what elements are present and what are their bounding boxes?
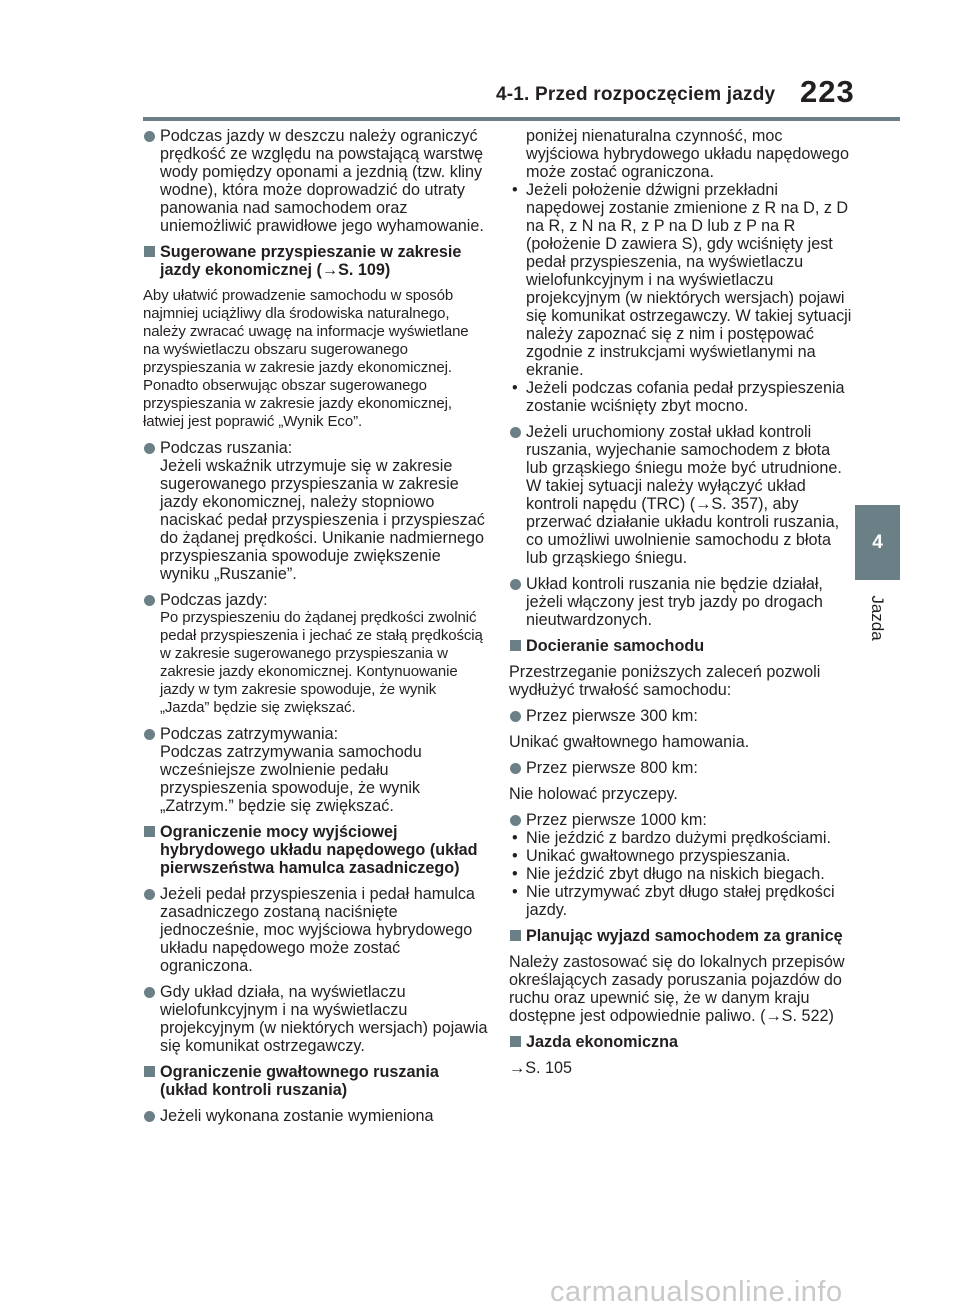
chapter-label: [862, 590, 892, 646]
bullet-800km: Przez pierwsze 800 km:: [509, 759, 854, 777]
bullet-driving-text: Po przyspieszeniu do żądanej prędkości zwolnić pedał przyspieszenia i jechać ze stałą prędkością w zakresie sugerowanego przyspieszania w zakresie jazdy ekonomicznej. Kontynuowanie jazdy w tym zakresie spowoduje, że wynik „Jazda” będzie się zwiększać.: [160, 609, 483, 716]
bullet-warning-message: Gdy układ działa, na wyświetlaczu wielofunkcyjnym i na wyświetlaczu projekcyjnym (w niektórych wersjach) pojawia się komunikat ostrzegawczy.: [143, 983, 488, 1055]
paragraph-800km: Nie holować przyczepy.: [509, 785, 678, 803]
dash-item-constant-speed: • Nie utrzymywać zbyt długo stałej prędkości jazdy.: [509, 883, 854, 919]
bullet-rain: Podczas jazdy w deszczu należy ograniczyć prędkość ze względu na powstającą warstwę wody pomiędzy oponami a jezdnią (tzw. kliny wodne), która może doprowadzić do utraty panowania nad samochodem oraz uniemożliwić prawidłowe jego wyhamowanie.: [143, 127, 488, 235]
bullet-300km: Przez pierwsze 300 km:: [509, 707, 854, 725]
paragraph-break-in: Przestrzeganie poniższych zaleceń pozwoli wydłużyć trwałość samochodu:: [509, 663, 821, 699]
dash-item-reverse: • Jeżeli podczas cofania pedał przyspieszenia zostanie wciśnięty zbyt mocno.: [509, 379, 854, 415]
bullet-start-control-continued: poniżej nienaturalna czynność, moc wyjściowa hybrydowego układu napędowego może zostać ograniczona.: [526, 127, 850, 181]
bullet-starting-title: Podczas ruszania:: [160, 439, 293, 457]
chapter-label-text: Jazda: [868, 595, 887, 641]
chapter-number: 4: [872, 532, 883, 553]
left-column: [143, 127, 488, 1133]
paragraph-eco: Aby ułatwić prowadzenie samochodu w sposób najmniej uciążliwy dla środowiska naturalnego, należy zwracać uwagę na informacje wyświetlane na wyświetlaczu obszaru sugerowanego przyspieszania w zakresie jazdy ekonomicznej. Ponadto obserwując obszar sugerowanego przyspieszania w zakresie jazdy ekonomicznej, łatwiej jest poprawić „Wynik Eco”.: [143, 287, 469, 430]
heading-abroad: Planując wyjazd samochodem za granicę: [509, 927, 854, 945]
bullet-stopping: [143, 725, 488, 815]
paragraph-abroad: Należy zastosować się do lokalnych przepisów określających zasady poruszania pojazdów do ruchu oraz upewnić się, że w danym kraju dostępne jest odpowiednie paliwo. (→S. 522): [509, 953, 845, 1025]
bullet-driving: [143, 591, 488, 717]
dash-item-low-gears: • Nie jeździć zbyt długo na niskich biegach.: [509, 865, 854, 883]
bullet-stopping-title: Podczas zatrzymywania:: [160, 725, 339, 743]
bullet-driving-title: Podczas jazdy:: [160, 591, 268, 609]
bullet-1000km: Przez pierwsze 1000 km:: [509, 811, 854, 829]
paragraph-300km: Unikać gwałtownego hamowania.: [509, 733, 750, 751]
bullet-starting-text: Jeżeli wskaźnik utrzymuje się w zakresie sugerowanego przyspieszania w zakresie jazdy ekonomicznej, należy stopniowo naciskać pedał przyspieszenia i przyspieszać do żądanej prędkości. Unikanie nadmiernego przyspieszania spowoduje zwiększenie wyniku „Ruszanie”.: [160, 457, 485, 583]
dash-item-acceleration: • Unikać gwałtownego przyspieszania.: [509, 847, 854, 865]
dash-item-speed: • Nie jeździć z bardzo dużymi prędkościami.: [509, 829, 854, 847]
heading-eco-driving: Jazda ekonomiczna: [509, 1033, 854, 1051]
page-number: 223: [800, 74, 855, 109]
right-column: [509, 127, 854, 1085]
page-header: [0, 0, 960, 120]
header-rule: [143, 117, 900, 121]
reference-eco-driving: →S. 105: [509, 1059, 572, 1077]
watermark: carmanualsonline.info: [550, 1276, 843, 1308]
bullet-start-control: Jeżeli wykonana zostanie wymieniona: [143, 1107, 488, 1125]
bullet-starting: [143, 439, 488, 583]
bullet-stopping-text: Podczas zatrzymywania samochodu wcześniejsze zwolnienie pedału przyspieszenia spowoduje, że wynik „Zatrzym.” będzie się zwiększać.: [160, 743, 422, 815]
heading-eco-acceleration: Sugerowane przyspieszanie w zakresie jazdy ekonomicznej (→S. 109): [143, 243, 488, 279]
bullet-both-pedals: Jeżeli pedał przyspieszenia i pedał hamulca zasadniczego zostaną naciśnięte jednocześnie, moc wyjściowa hybrydowego układu napędowego może zostać ograniczona.: [143, 885, 488, 975]
section-title: 4-1. Przed rozpoczęciem jazdy: [496, 84, 776, 105]
heading-break-in: Docieranie samochodu: [509, 637, 854, 655]
bullet-mud-snow: Jeżeli uruchomiony został układ kontroli ruszania, wyjechanie samochodem z błota lub grząskiego śniegu może być utrudnione. W takiej sytuacji należy wyłączyć układ kontroli napędu (TRC) (→S. 357), aby przerwać działanie układu kontroli ruszania, co umożliwi uwolnienie samochodu z błota lub grząskiego śniegu.: [509, 423, 854, 567]
heading-power-limit: Ograniczenie mocy wyjściowej hybrydowego układu napędowego (układ pierwszeństwa hamulca zasadniczego): [143, 823, 488, 877]
heading-start-control: Ograniczenie gwałtownego ruszania (układ kontroli ruszania): [143, 1063, 488, 1099]
bullet-offroad: Układ kontroli ruszania nie będzie działał, jeżeli włączony jest tryb jazdy po drogach nieutwardzonych.: [509, 575, 854, 629]
dash-item-shift: • Jeżeli położenie dźwigni przekładni napędowej zostanie zmienione z R na D, z D na R, z N na R, z P na D lub z P na R (położenie D zawiera S), gdy wciśnięty jest pedał przyspieszenia, na wyświetlaczu wielofunkcyjnym i na wyświetlaczu projekcyjnym (w niektórych wersjach) pojawi się komunikat ostrzegawczy. W takiej sytuacji należy zapoznać się z nim i postępować zgodnie z instrukcjami wyświetlanymi na ekranie.: [509, 181, 854, 379]
